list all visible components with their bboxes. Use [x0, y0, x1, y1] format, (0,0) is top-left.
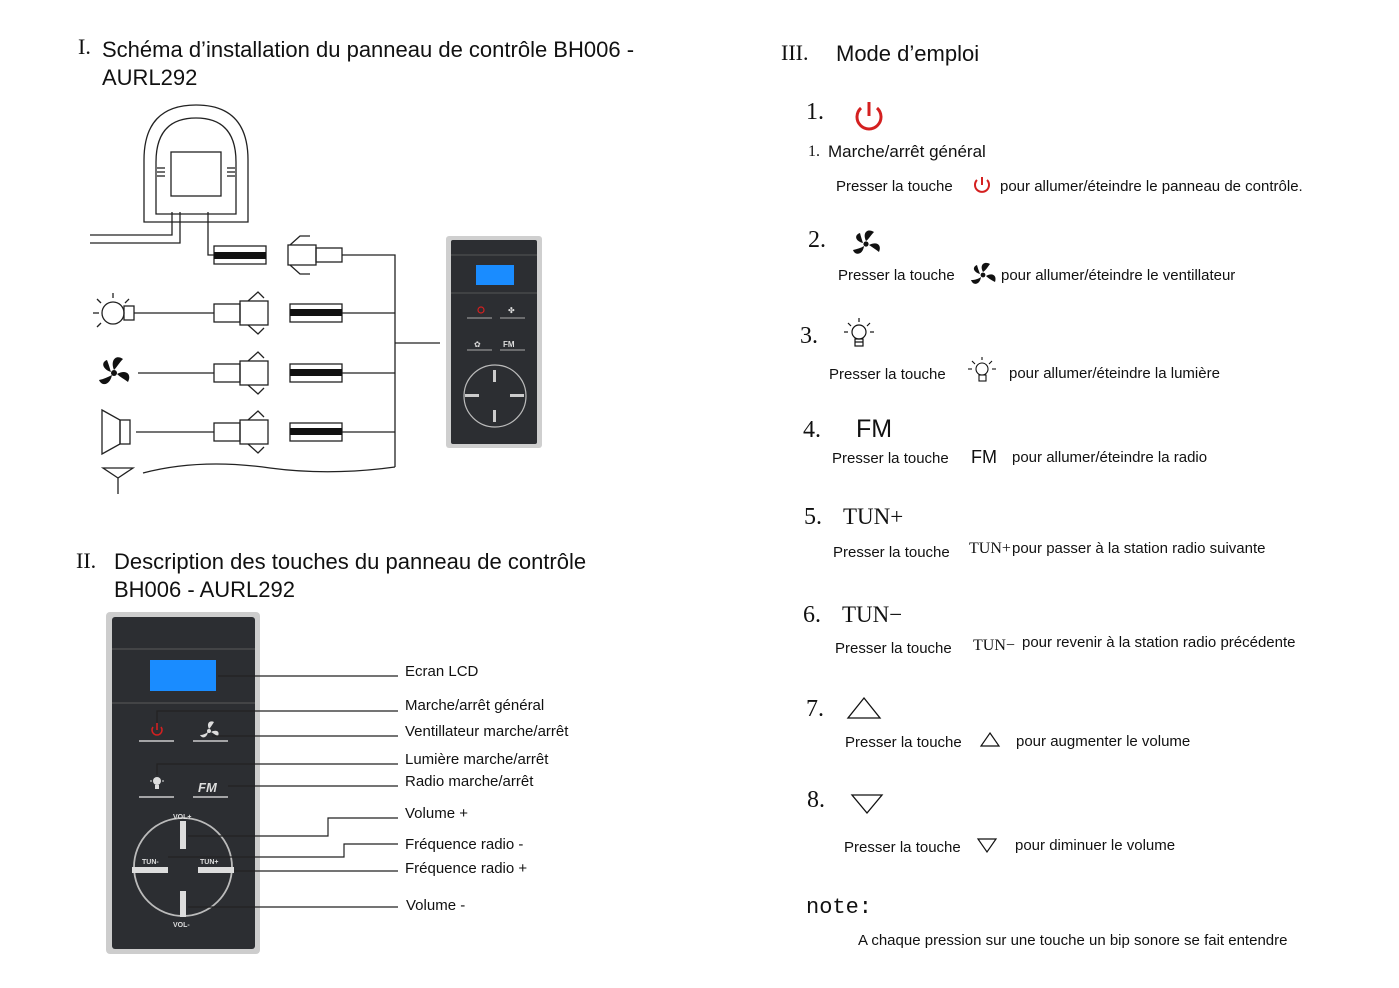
step2-post: pour allumer/éteindre le ventillateur — [1001, 267, 1236, 284]
callout-freq-minus: Fréquence radio - — [405, 836, 524, 853]
step8-pre: Presser la touche — [844, 839, 961, 856]
callout-light: Lumière marche/arrêt — [405, 751, 549, 768]
step1-sub-title: Marche/arrêt général — [828, 142, 986, 161]
fm-key-inline: FM — [971, 447, 997, 467]
callout-power: Marche/arrêt général — [405, 697, 545, 714]
fm-button: FM — [198, 780, 217, 795]
step1-post: pour allumer/éteindre le panneau de contrôle. — [1000, 178, 1303, 195]
step3-pre: Presser la touche — [829, 366, 946, 383]
lamp-icon — [102, 302, 124, 324]
section1-title-line1: Schéma d’installation du panneau de contrôle BH006 - — [102, 37, 635, 62]
antenna-icon — [103, 468, 133, 494]
step3-post: pour allumer/éteindre la lumière — [1009, 365, 1220, 382]
tun-plus-key-inline: TUN+ — [969, 540, 1011, 557]
step5-pre: Presser la touche — [833, 544, 950, 561]
svg-text:TUN+: TUN+ — [200, 859, 219, 866]
step2-pre: Presser la touche — [838, 267, 955, 284]
tun-minus-key-inline: TUN− — [973, 637, 1015, 654]
step8-post: pour diminuer le volume — [1015, 837, 1176, 854]
note-text: A chaque pression sur une touche un bip sonore se fait entendre — [858, 932, 1288, 949]
fan-icon — [99, 357, 129, 384]
step8-number: 8. — [807, 787, 825, 813]
control-box-outer — [144, 105, 248, 222]
control-box-inner — [156, 118, 236, 214]
tun-plus-key-label: TUN+ — [843, 504, 904, 529]
step4-post: pour allumer/éteindre la radio — [1012, 449, 1208, 466]
step2-number: 2. — [808, 227, 826, 253]
speaker-icon — [102, 410, 120, 454]
step1-number: 1. — [806, 99, 824, 125]
tun-minus-key-label: TUN− — [842, 602, 903, 627]
tune-plus-button — [198, 867, 234, 873]
step5-post: pour passer à la station radio suivante — [1012, 540, 1266, 557]
callout-volume-down: Volume - — [406, 897, 466, 914]
section2-numeral: II. — [76, 548, 97, 573]
step4-number: 4. — [803, 417, 821, 443]
svg-text:✤: ✤ — [508, 306, 515, 315]
step7-post: pour augmenter le volume — [1016, 733, 1191, 750]
tune-minus-button — [132, 867, 168, 873]
section3-title: Mode d’emploi — [836, 41, 980, 66]
callout-freq-plus: Fréquence radio + — [405, 860, 528, 877]
step1-pre: Presser la touche — [836, 178, 953, 195]
callout-fan: Ventillateur marche/arrêt — [405, 723, 569, 740]
section2-title-line2: BH006 - AURL292 — [114, 577, 295, 602]
volume-up-button — [180, 821, 186, 849]
svg-text:✿: ✿ — [474, 340, 481, 349]
small-control-panel — [446, 236, 542, 448]
section2-title-line1: Description des touches du panneau de contrôle — [114, 549, 587, 574]
step7-number: 7. — [806, 696, 824, 722]
svg-text:VOL-: VOL- — [173, 922, 190, 929]
step6-post: pour revenir à la station radio précédente — [1022, 634, 1296, 651]
section1-numeral: I. — [78, 34, 91, 59]
svg-text:FM: FM — [503, 340, 515, 349]
control-panel-large — [106, 612, 260, 954]
step6-pre: Presser la touche — [835, 640, 952, 657]
step3-number: 3. — [800, 323, 818, 349]
step1-sub-number: 1. — [808, 143, 820, 160]
step7-pre: Presser la touche — [845, 734, 962, 751]
callout-radio: Radio marche/arrêt — [405, 773, 534, 790]
section2-title — [114, 548, 586, 604]
step4-pre: Presser la touche — [832, 450, 949, 467]
section1-title-line2: AURL292 — [102, 65, 198, 90]
fm-key-label: FM — [856, 415, 893, 443]
note-label: note: — [806, 895, 873, 920]
volume-down-button — [180, 891, 186, 917]
svg-text:TUN-: TUN- — [142, 859, 159, 866]
callout-volume-up: Volume + — [405, 805, 468, 822]
svg-text:VOL+: VOL+ — [173, 814, 192, 821]
section3-numeral: III. — [781, 40, 809, 65]
callout-lcd: Ecran LCD — [405, 663, 479, 680]
step5-number: 5. — [804, 504, 822, 530]
step6-number: 6. — [803, 602, 821, 628]
lcd-screen — [150, 660, 216, 691]
